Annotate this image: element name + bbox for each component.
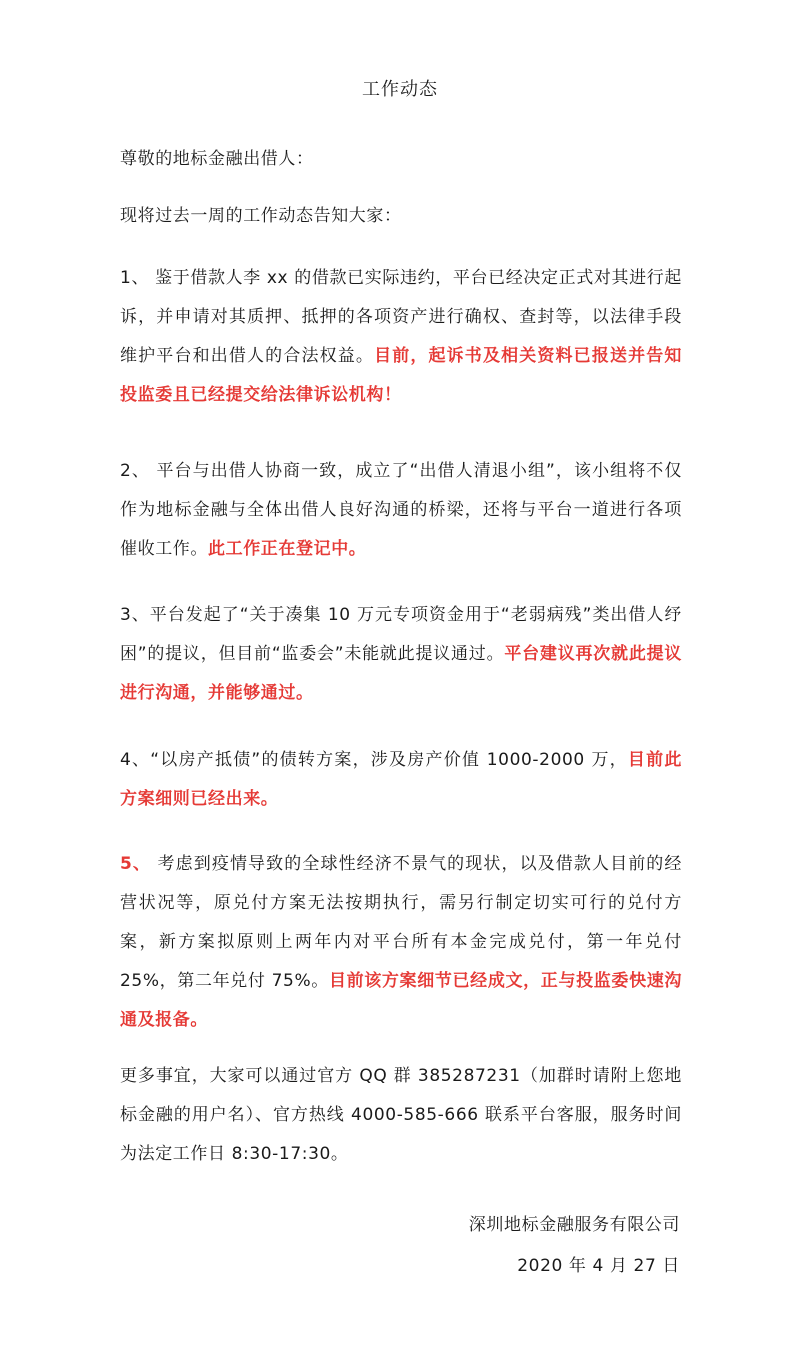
item-number: 5、: [120, 854, 152, 874]
list-item-1: [120, 259, 682, 415]
item-number: 3、: [120, 605, 150, 625]
item-highlight: 此工作正在登记中。: [208, 539, 367, 559]
list-item-5: [120, 845, 682, 1040]
item-number: 1、: [120, 268, 150, 288]
intro: 现将过去一周的工作动态告知大家：: [120, 206, 402, 226]
item-text: 鉴于借款人李 xx 的借款已实际违约，平台已经决定正式对其进行起诉，并申请对其质押、抵押的各项资产进行确权、查封等，以法律手段维护平台和出借人的合法权益。: [120, 268, 682, 366]
contact-paragraph: 更多事宜，大家可以通过官方 QQ 群 385287231（加群时请附上您地标金融的用户名）、官方热线 4000-585-666 联系平台客服，服务时间为法定工作日 8:30-17:30。: [120, 1066, 682, 1164]
greeting: 尊敬的地标金融出借人：: [120, 149, 314, 169]
list-item-3: [120, 596, 682, 713]
item-text: 考虑到疫情导致的全球性经济不景气的现状，以及借款人目前的经营状况等，原兑付方案无法按期执行，需另行制定切实可行的兑付方案，新方案拟原则上两年内对平台所有本金完成兑付，第一年兑付 25%，第二年兑付 75%。: [120, 854, 683, 991]
item-highlight: 平台建议再次就此提议进行沟通，并能够通过。: [120, 644, 682, 703]
item-text: “以房产抵债”的债转方案，涉及房产价值 1000-2000 万，: [150, 750, 628, 770]
item-highlight: 目前，起诉书及相关资料已报送并告知投监委且已经提交给法律诉讼机构！: [120, 346, 683, 405]
item-number: 4、: [120, 750, 151, 770]
document-date: 2020 年 4 月 27 日: [517, 1256, 680, 1276]
item-text: 平台发起了“关于凑集 10 万元专项资金用于“老弱病残”类出借人纾困”的提议，但目前“监委会”未能就此提议通过。: [120, 605, 682, 664]
list-item-2: [120, 452, 682, 569]
item-highlight: 目前该方案细节已经成文，正与投监委快速沟通及报备。: [120, 971, 683, 1030]
item-text: 平台与出借人协商一致，成立了“出借人清退小组”，该小组将不仅作为地标金融与全体出借人良好沟通的桥梁，还将与平台一道进行各项催收工作。: [120, 461, 682, 559]
document-title: 工作动态: [362, 79, 438, 100]
item-highlight: 目前此方案细则已经出来。: [120, 750, 682, 809]
company-name: 深圳地标金融服务有限公司: [468, 1215, 680, 1235]
list-item-4: [120, 741, 682, 819]
item-number: 2、: [120, 461, 150, 481]
